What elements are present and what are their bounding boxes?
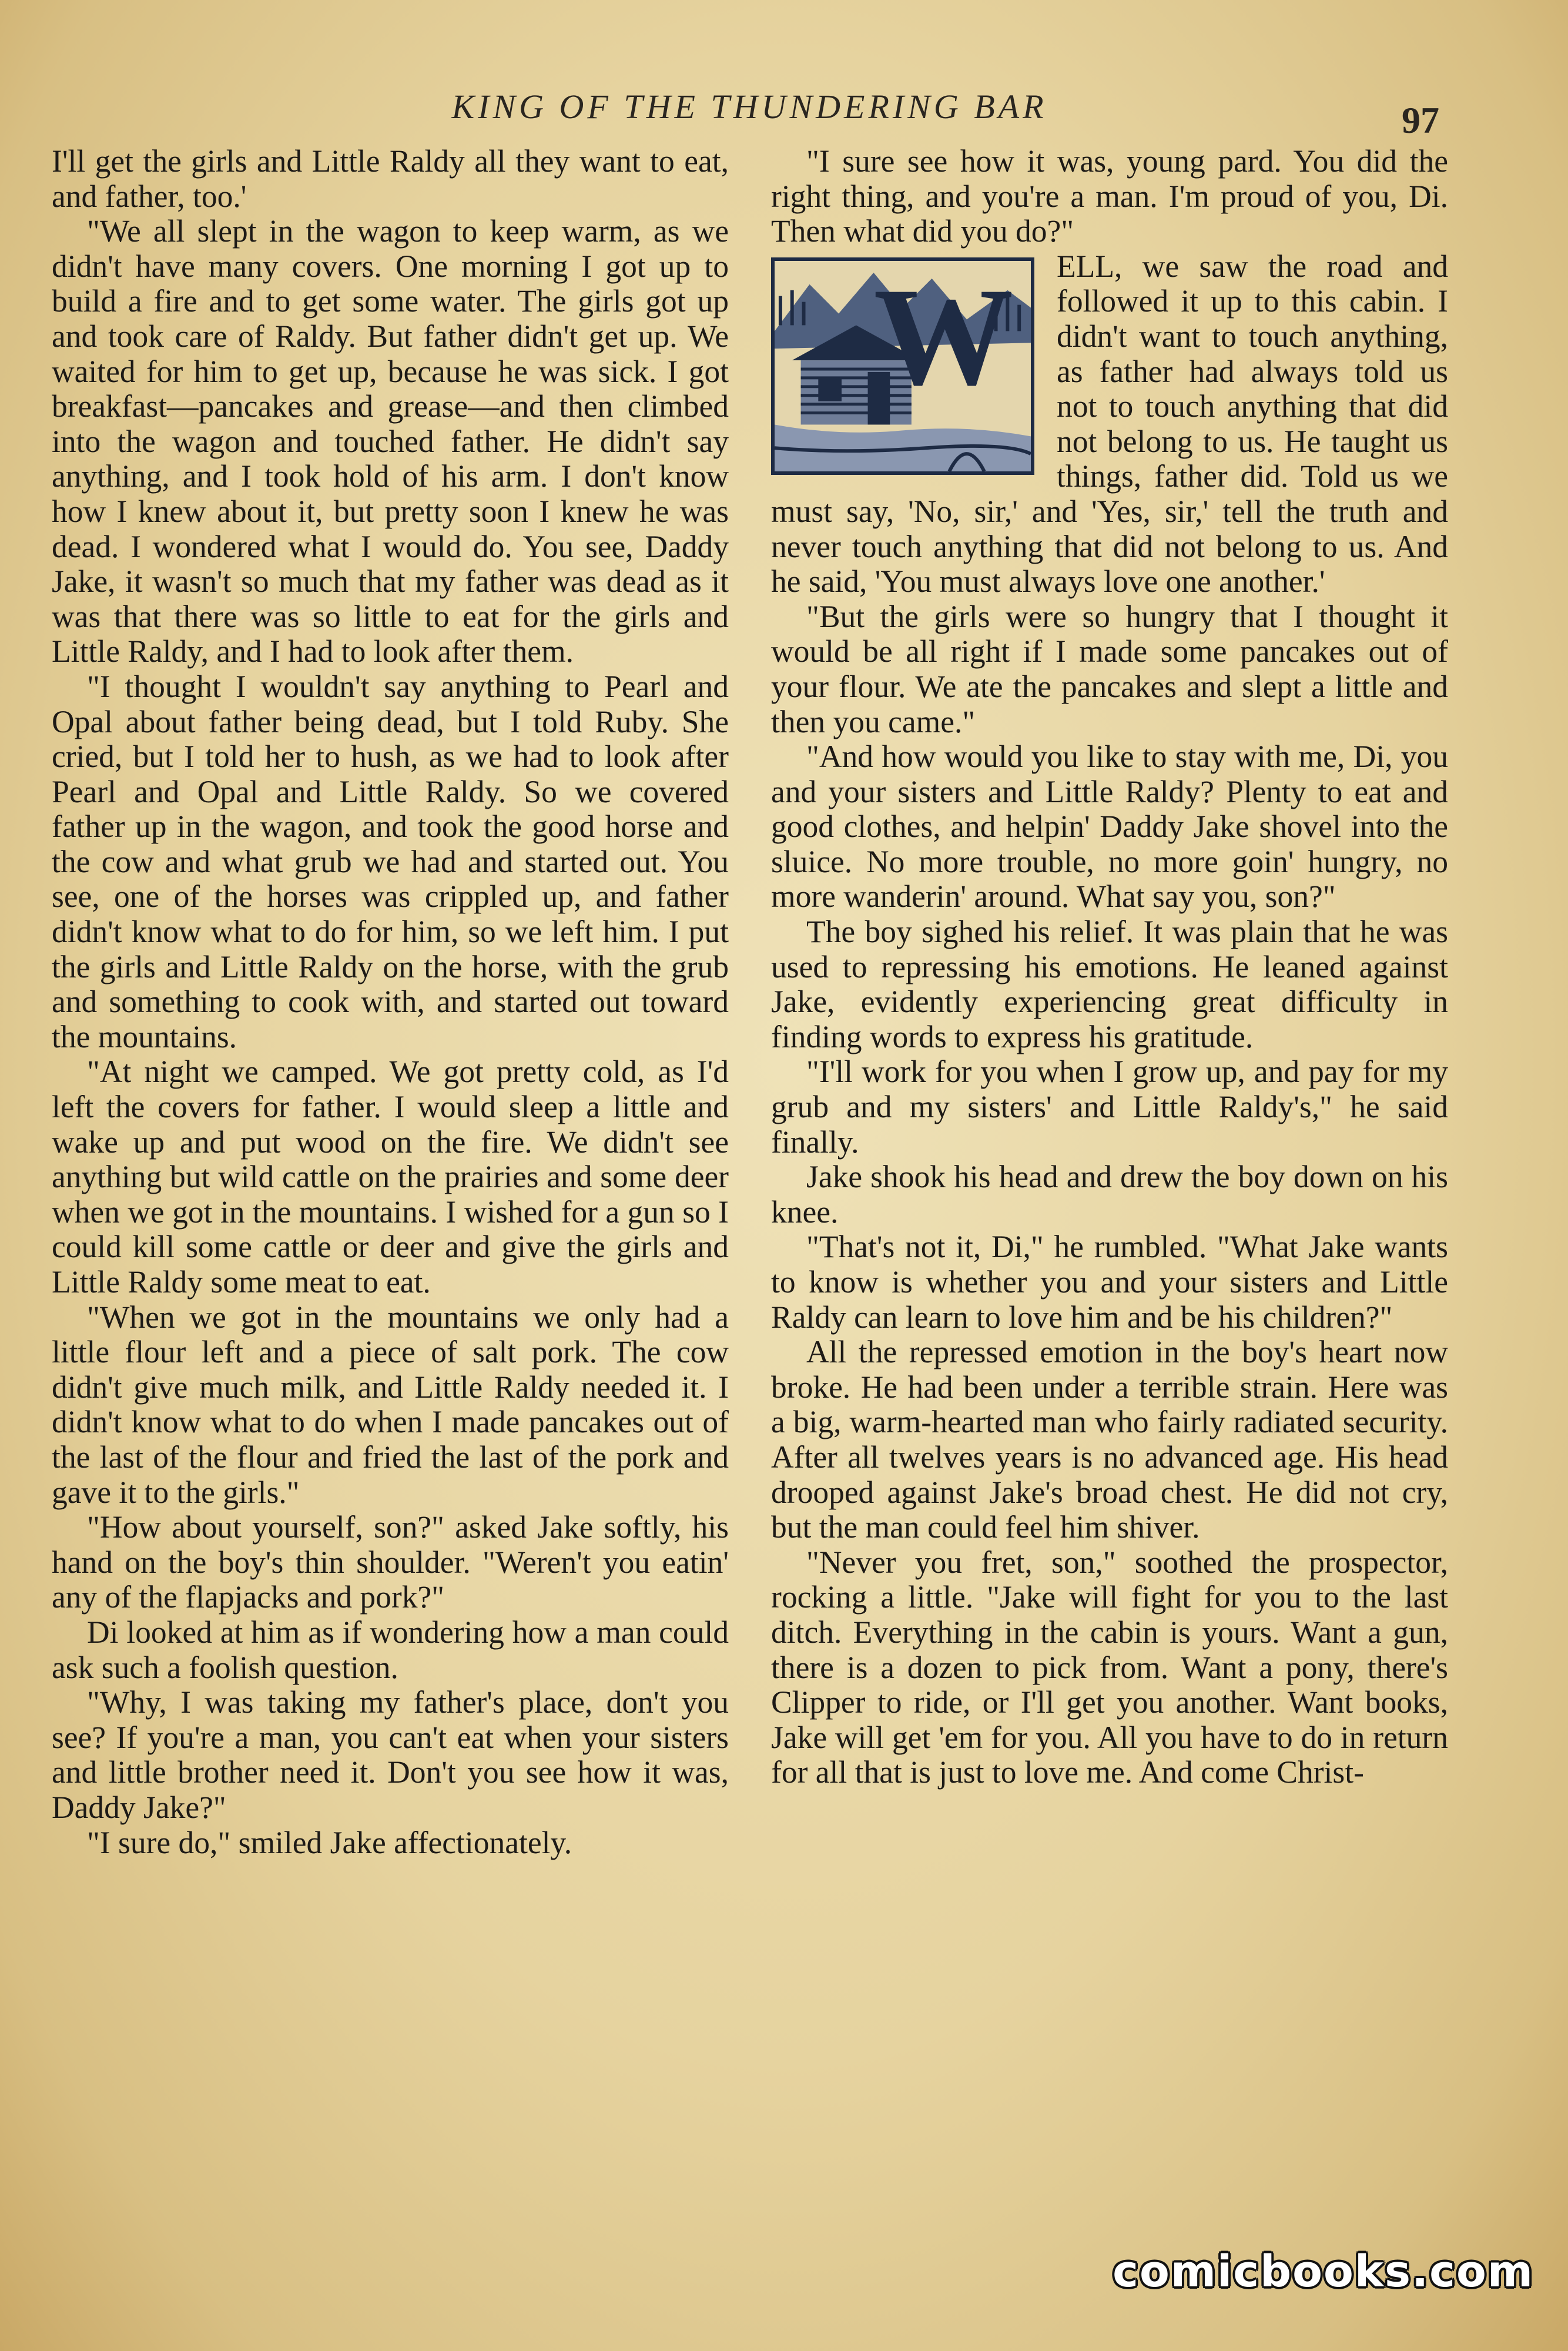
dropcap-section [771,249,1448,600]
paragraph: I'll get the girls and Little Raldy all they want to eat, and father, too.' [52,143,729,214]
cabin-illustration-icon [771,257,1034,475]
right-column [771,144,1448,1790]
site-watermark: comicbooks.com [1113,2246,1534,2297]
paragraph: "I sure do," smiled Jake affectionately. [87,1824,572,1860]
paragraph: "When we got in the mountains we only had a little flour left and a piece of salt pork. The cow didn't give much milk, and Little Raldy needed it. I didn't know what to do when I made pancakes out of the last of the flour and fried the last of the pork and gave it to the girls." [52,1299,729,1510]
paragraph: Di looked at him as if wondering how a man could ask such a foolish question. [52,1614,729,1685]
paragraph: "I thought I wouldn't say anything to Pearl and Opal about father being dead, but I told Ruby. She cried, but I told her to hush, as we had to look after Pearl and Opal and Little Raldy. So we covered father up in the wagon, and took the good horse and the cow and what grub we had and started out. You see, one of the horses was crippled up, and father didn't know what to do for him, so we left him. I put the girls and Little Raldy on the horse, with the grub and something to cook with, and started out toward the mountains. [52,668,729,1054]
paragraph: "I sure see how it was, young pard. You did the right thing, and you're a man. I'm proud of you, Di. Then what did you do?" [771,143,1448,249]
paragraph: "How about yourself, son?" asked Jake softly, his hand on the boy's thin shoulder. "Weren't you eatin' any of the flapjacks and pork?" [52,1509,729,1615]
running-header: KING OF THE THUNDERING BAR [451,88,1047,126]
paragraph: "We all slept in the wagon to keep warm, as we didn't have many covers. One morning I got up to build a fire and to get some water. The girls got up and took care of Raldy. But father didn't get up. We waited for him to get up, because he was sick. I got breakfast—pancakes and grease—and then climbed into the wagon and touched father. He didn't say anything, and I took hold of his arm. I don't know how I knew about it, but pretty soon I knew he was dead. I wondered what I would do. You see, Daddy Jake, it wasn't so much that my father was dead as it was that there was so little to eat for the girls and Little Raldy, and I had to look after them. [52,213,729,669]
paragraph: "That's not it, Di," he rumbled. "What Jake wants to know is whether you and your sisters and Little Raldy can learn to love him and be his children?" [771,1229,1448,1335]
left-column [52,144,729,1860]
paragraph: "Why, I was taking my father's place, don't you see? If you're a man, you can't eat when your sisters and little brother need it. Don't you see how it was, Daddy Jake?" [52,1684,729,1825]
paragraph: "But the girls were so hungry that I thought it would be all right if I made some pancakes out of your flour. We ate the pancakes and slept a little and then you came." [771,598,1448,739]
paragraph: Jake shook his head and drew the boy down on his knee. [771,1159,1448,1230]
paragraph: ELL, we saw the road and followed it up to this cabin. I didn't want to touch anything, as father had always told us not to touch anything that did not belong to us. He taught us things, father did. Told us we must say, 'No, sir,' and 'Yes, sir,' tell the truth and never touch anything that did not belong to us. And he said, 'You must always love one another.' [771,249,1448,600]
paragraph: "I'll work for you when I grow up, and pay for my grub and my sisters' and Little Raldy's," he said finally. [771,1054,1448,1160]
dropcap-letter: W [873,260,1014,414]
paragraph: "At night we camped. We got pretty cold, as I'd left the covers for father. I would sleep a little and wake up and put wood on the fire. We didn't see anything but wild cattle on the prairies and some deer when we got in the mountains. I wished for a gun so I could kill some cattle or deer and give the girls and Little Raldy some meat to eat. [52,1054,729,1300]
paragraph: All the repressed emotion in the boy's heart now broke. He had been under a terrible strain. Here was a big, warm-hearted man who fairly radiated security. After all twelves years is no advanced age. His head drooped against Jake's broad chest. He did not cry, but the man could feel him shiver. [771,1334,1448,1545]
paragraph: "And how would you like to stay with me, Di, you and your sisters and Little Raldy? Plenty to eat and good clothes, and helpin' Daddy Jake shovel into the sluice. No more trouble, no more goin' hungry, no more wanderin' around. What say you, son?" [771,739,1448,915]
page-number: 97 [1402,99,1439,141]
paragraph: "Never you fret, son," soothed the prospector, rocking a little. "Jake will fight for you to the last ditch. Everything in the cabin is yours. Want a gun, there is a dozen to pick from. Want a pony, there's Clipper to ride, or I'll get you another. Want books, Jake will get 'em for you. All you have to do in return for all that is just to love me. And come Christ- [771,1544,1448,1790]
paragraph: The boy sighed his relief. It was plain that he was used to repressing his emotions. He leaned against Jake, evidently experiencing great difficulty in finding words to express his gratitude. [771,914,1448,1054]
